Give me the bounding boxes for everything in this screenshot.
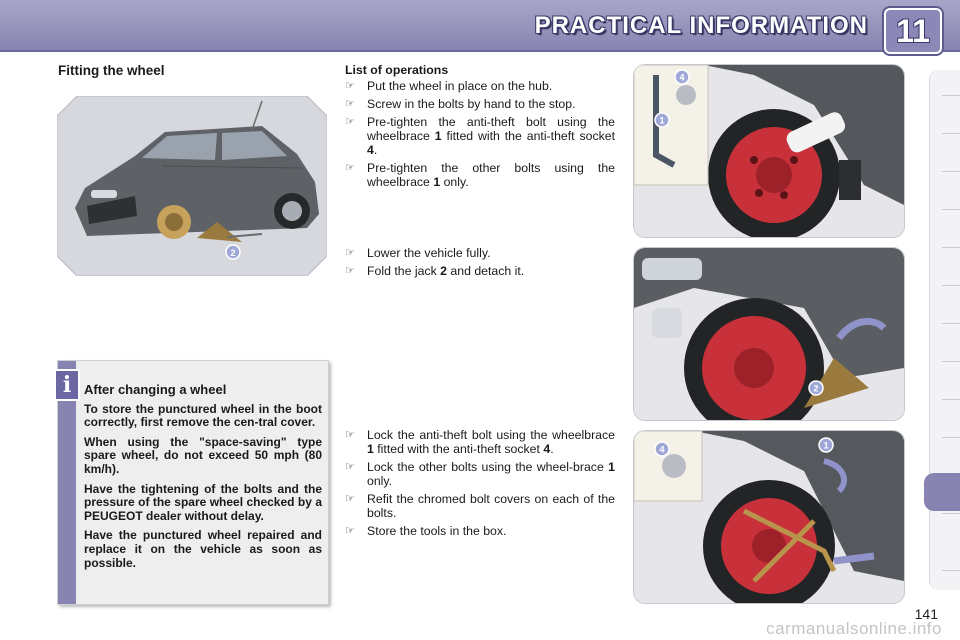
callout-socket-photo: 4 <box>659 444 665 455</box>
operations-list-2 <box>345 246 615 282</box>
info-title: After changing a wheel <box>84 382 227 397</box>
chapter-header <box>0 0 960 52</box>
callout-wheelbrace: 1 <box>659 115 665 126</box>
chapter-number: 11 <box>896 12 930 49</box>
pointing-hand-icon: ☞ <box>345 525 355 537</box>
pointing-hand-icon: ☞ <box>345 429 355 441</box>
pointing-hand-icon: ☞ <box>345 162 355 174</box>
chapter-tabs[interactable] <box>929 70 960 590</box>
info-box <box>57 360 329 605</box>
operation-item: ☞ Lower the vehicle fully. <box>345 246 491 260</box>
callout-jack: 2 <box>230 248 236 258</box>
operation-item: ☞ Screw in the bolts by hand to the stop. <box>345 97 576 111</box>
info-paragraph: Have the tightening of the bolts and the pressure of the spare wheel checked by a PEUGEOT dealer without delay. <box>84 481 322 523</box>
operation-item: ☞ Fold the jack 2 and detach it. <box>345 264 525 278</box>
operation-item: ☞ Lock the other bolts using the wheel-brace 1 only. <box>345 460 615 488</box>
operation-item: ☞ Put the wheel in place on the hub. <box>345 79 553 93</box>
info-paragraph: When using the "space-saving" type spare wheel, do not exceed 50 mph (80 km/h). <box>84 434 322 476</box>
pointing-hand-icon: ☞ <box>345 461 355 473</box>
info-icon: i <box>54 369 80 401</box>
tab-divider <box>942 513 960 514</box>
watermark: carmanualsonline.info <box>766 619 942 638</box>
operation-item: ☞ Lock the anti-theft bolt using the wheelbrace 1 fitted with the anti-theft socket 4. <box>345 428 615 456</box>
info-paragraph: Have the punctured wheel repaired and replace it on the vehicle as soon as possible. <box>84 528 322 570</box>
tab-divider <box>942 399 960 400</box>
operations-list-3 <box>345 428 615 542</box>
page-number: 141 <box>914 606 938 622</box>
pointing-hand-icon: ☞ <box>345 116 355 128</box>
car-illustration <box>57 96 327 276</box>
info-content <box>84 383 322 576</box>
chapter-badge <box>884 8 942 54</box>
operations-title: List of operations <box>345 63 449 77</box>
tab-divider <box>942 95 960 96</box>
photo-fit-wheel <box>633 64 905 238</box>
operations-group <box>345 246 615 278</box>
pointing-hand-icon: ☞ <box>345 265 355 277</box>
operation-item: ☞ Pre-tighten the anti-theft bolt using the wheelbrace 1 fitted with the anti-theft socket 4. <box>345 115 615 157</box>
operations-group <box>345 428 615 538</box>
photo-lower-vehicle <box>633 247 905 421</box>
tab-divider <box>942 361 960 362</box>
chapter-tab-active[interactable] <box>924 473 960 511</box>
tab-divider <box>942 437 960 438</box>
pointing-hand-icon: ☞ <box>345 80 355 92</box>
operations-list-1 <box>345 63 615 193</box>
pointing-hand-icon: ☞ <box>345 98 355 110</box>
callout-jack-photo: 2 <box>813 383 819 394</box>
operations-group <box>345 79 615 189</box>
tab-divider <box>942 285 960 286</box>
chapter-title: PRACTICAL INFORMATION <box>534 12 868 39</box>
tab-divider <box>942 323 960 324</box>
section-title: Fitting the wheel <box>58 63 165 78</box>
info-paragraph: To store the punctured wheel in the boot correctly, first remove the cen-tral cover. <box>84 401 322 430</box>
tab-divider <box>942 209 960 210</box>
tab-divider <box>942 247 960 248</box>
callout-wheelbrace-photo: 1 <box>823 440 829 451</box>
tab-divider <box>942 133 960 134</box>
operation-item: ☞ Refit the chromed bolt covers on each of the bolts. <box>345 492 615 520</box>
pointing-hand-icon: ☞ <box>345 247 355 259</box>
photo-lock-bolts <box>633 430 905 604</box>
operation-item: ☞ Store the tools in the box. <box>345 524 507 538</box>
callout-socket: 4 <box>679 72 685 83</box>
pointing-hand-icon: ☞ <box>345 493 355 505</box>
operation-item: ☞ Pre-tighten the other bolts using the wheelbrace 1 only. <box>345 161 615 189</box>
tab-divider <box>942 570 960 571</box>
tab-divider <box>942 171 960 172</box>
